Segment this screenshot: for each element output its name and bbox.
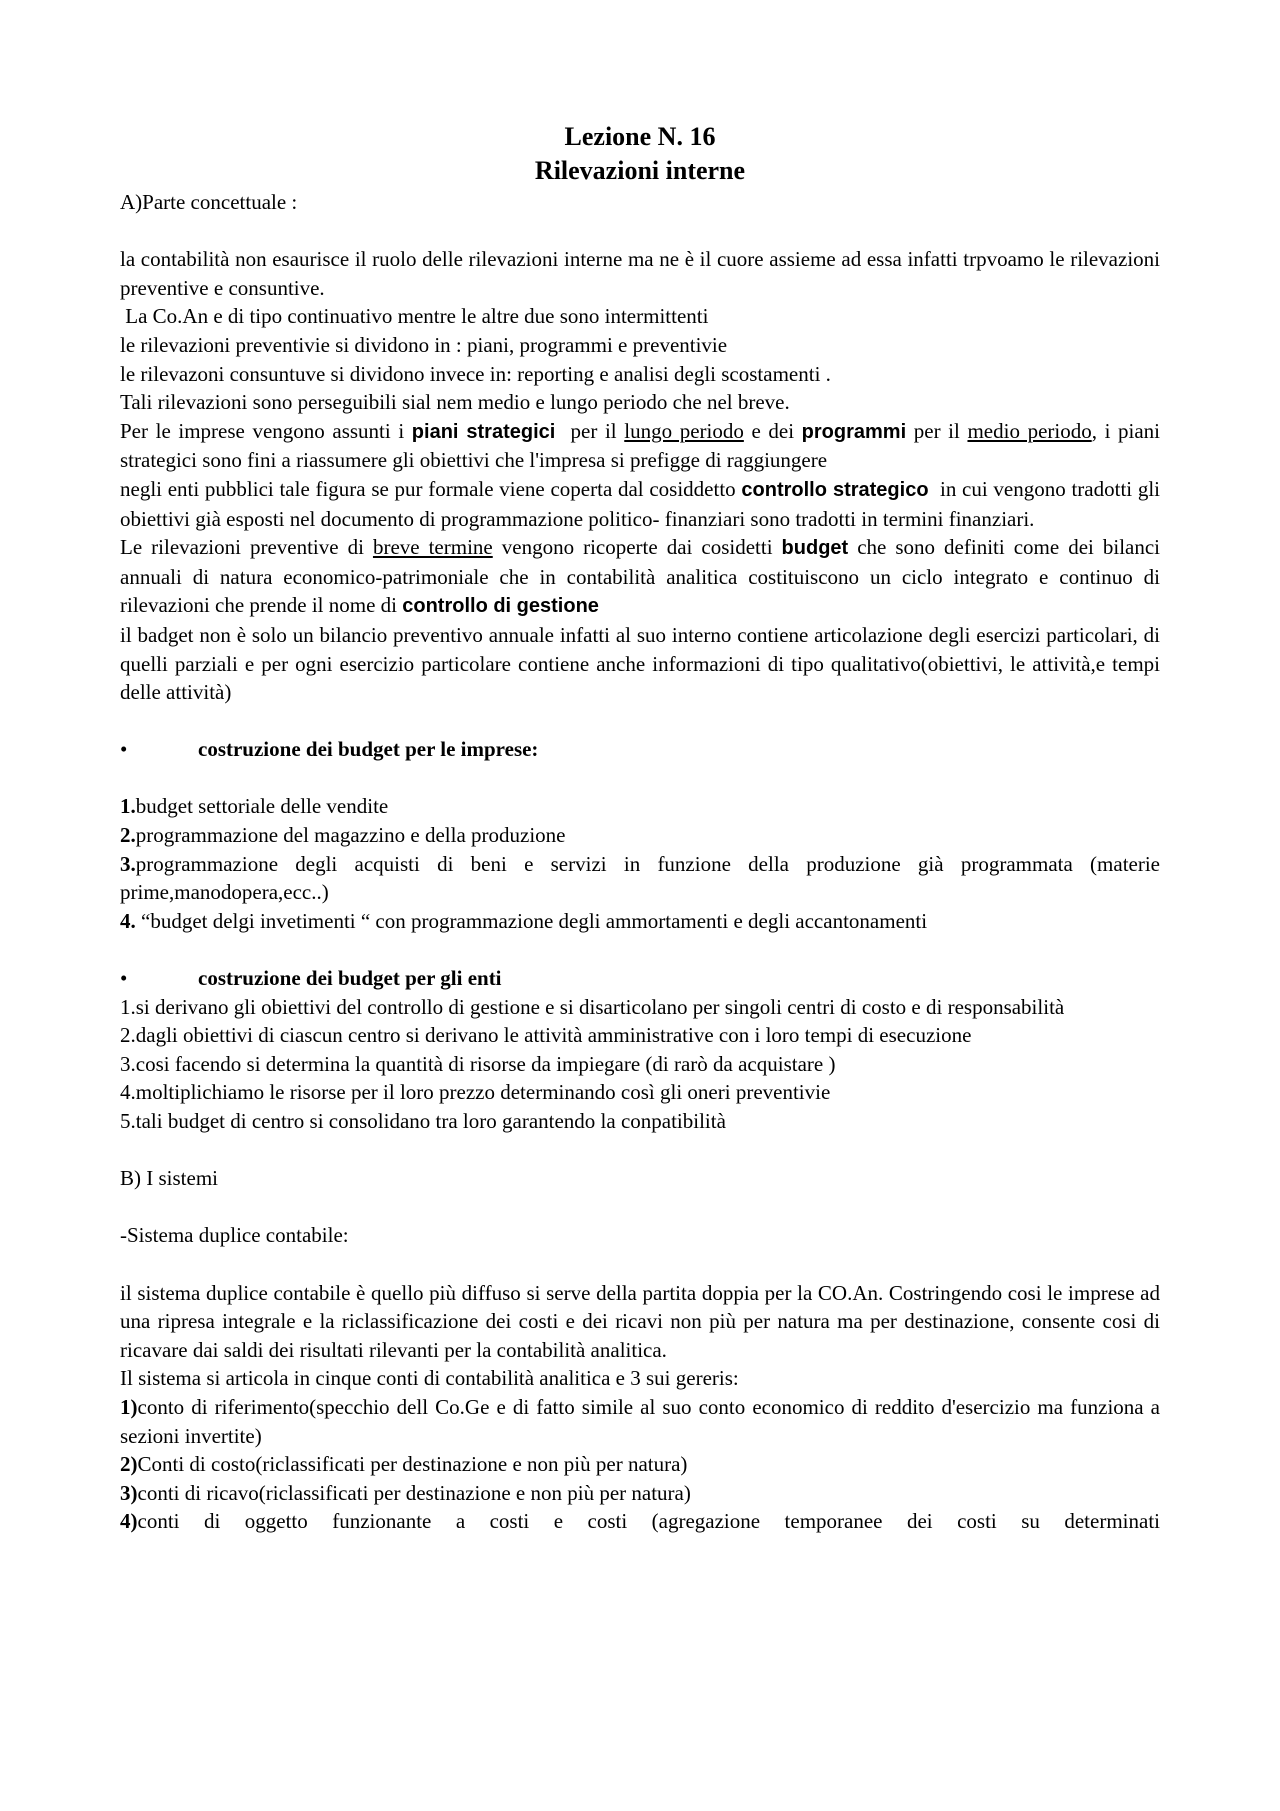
list-text: programmazione del magazzino e della produzione (135, 823, 566, 848)
list-number: 2) (120, 1452, 138, 1477)
list-item: 2.dagli obiettivi di ciascun centro si derivano le attività amministrative con i loro tempi di esecuzione (120, 1023, 972, 1048)
text-run: , i piani strategici sono fini a riassumere gli obiettivi che l'impresa si prefigge di raggiungere (120, 418, 1161, 473)
list-item: 4.moltiplichiamo le risorse per il loro prezzo determinando così gli oneri preventivie (120, 1080, 831, 1105)
list-item (120, 792, 1160, 821)
list-number: 1. (120, 794, 136, 819)
lesson-title: Lezione N. 16 (564, 122, 716, 151)
bold-term: controllo strategico (741, 478, 929, 501)
section-a-heading: A)Parte concettuale : (120, 190, 298, 214)
list-item: 1.si derivano gli obiettivi del controllo di gestione e si disarticolano per singoli centri di costo e di responsabilità (120, 994, 1065, 1019)
list-number: 3. (120, 851, 136, 876)
document-page (120, 120, 1166, 1536)
bold-term: controllo di gestione (402, 595, 599, 618)
list-text: conti di ricavo(riclassificati per destinazione e non più per natura) (137, 1480, 691, 1505)
text-line: Tali rilevazioni sono perseguibili sial nem medio e lungo periodo che nel breve. (120, 390, 790, 415)
list-text: “budget delgi invetimenti “ con programmazione degli ammortamenti e degli accantonamenti (135, 908, 928, 933)
list-text: conti di oggetto funzionante a costi e costi (agregazione temporanee dei costi su determinati (137, 1509, 1160, 1534)
section-b-subheading: -Sistema duplice contabile: (120, 1223, 349, 1248)
text-run: e dei (743, 418, 802, 443)
text-run: Per le imprese vengono assunti i (120, 418, 412, 443)
underlined-term: breve termine (372, 535, 493, 560)
list-text: programmazione degli acquisti di beni e servizi in funzione della produzione già programmata (materie prime,manodopera,ecc..) (120, 851, 1160, 905)
list-item (120, 1507, 1160, 1536)
underlined-term: medio periodo (967, 418, 1092, 443)
paragraph: il sistema duplice contabile è quello più diffuso si serve della partita doppia per la CO.An. Costringendo cosi le imprese ad una ripresa integrale e la riclassificazione dei costi e dei ricavi non più per natura ma per destinazione, consente cosi di ricavare dai saldi dei risultati rilevanti per la contabilità analitica. (120, 1280, 1160, 1362)
lesson-subtitle: Rilevazioni interne (534, 156, 746, 185)
text-run: per il (906, 418, 968, 443)
text-line: le rilevazoni consuntuve si dividono invece in: reporting e analisi degli scostamenti . (120, 361, 831, 386)
text-run: vengono ricoperte dai cosidetti (492, 535, 782, 560)
bullet-icon: • (120, 737, 128, 762)
paragraph-budget (120, 533, 1160, 621)
paragraph-enti (120, 475, 1166, 533)
list-number: 1) (120, 1394, 138, 1419)
list-item (120, 907, 1160, 936)
paragraph: la contabilità non esaurisce il ruolo delle rilevazioni interne ma ne è il cuore assieme ad essa infatti trpvoamo le rilevazioni preventive e consuntive. (120, 247, 1160, 300)
list-item (120, 850, 1160, 907)
bold-term: programmi (801, 420, 907, 443)
bullet-heading-enti (120, 964, 1160, 993)
bullet-icon: • (120, 966, 128, 991)
list-text: budget settoriale delle vendite (135, 794, 389, 819)
list-text: conto di riferimento(specchio dell Co.Ge e di fatto simile al suo conto economico di reddito d'esercizio ma funziona a sezioni invertite) (120, 1394, 1160, 1448)
bullet-heading-text: costruzione dei budget per gli enti (198, 966, 502, 991)
list-item (120, 1479, 1160, 1508)
text-run: in cui vengono tradotti gli obiettivi già esposti nel documento di programmazione politico- finanziari sono tradotti in termini finanziari. (120, 476, 1166, 531)
bullet-heading-text: costruzione dei budget per le imprese: (198, 737, 539, 762)
bold-term: budget (781, 537, 849, 560)
paragraph-budget-2: il badget non è solo un bilancio preventivo annuale infatti al suo interno contiene articolazione degli esercizi particolari, di quelli parziali e per ogni esercizio particolare contiene anche informazioni di tipo qualitativo(obiettivi, le attività,e tempi delle attività) (120, 622, 1160, 705)
list-number: 2. (120, 823, 136, 848)
text-line: le rilevazioni preventivie si dividono in : piani, programmi e preventivie (120, 332, 728, 357)
list-item: 3.cosi facendo si determina la quantità di risorse da impiegare (di rarò da acquistare ) (120, 1051, 836, 1076)
text-line: La Co.An e di tipo continuativo mentre le altre due sono intermittenti (120, 304, 709, 329)
text-run: negli enti pubblici tale figura se pur formale viene coperta dal cosiddetto (120, 476, 742, 501)
bold-term: piani strategici (411, 420, 556, 443)
text-run: Le rilevazioni preventive di (120, 535, 373, 560)
underlined-term: lungo periodo (624, 418, 744, 443)
list-number: 3) (120, 1480, 138, 1505)
list-item: 5.tali budget di centro si consolidano tra loro garantendo la conpatibilità (120, 1109, 726, 1133)
list-text: Conti di costo(riclassificati per destinazione e non più per natura) (137, 1452, 688, 1477)
list-item (120, 1450, 1160, 1479)
list-number: 4) (120, 1509, 138, 1534)
paragraph-imprese (120, 417, 1160, 475)
text-run: per il (555, 418, 625, 443)
list-number: 4. (120, 908, 136, 933)
bullet-heading-imprese (120, 735, 1160, 764)
text-run: che sono definiti come dei bilanci annuali di natura economico-patrimoniale che in contabilità analitica costituiscono un ciclo integrato e continuo di rilevazioni che prende il nome di (120, 535, 1161, 618)
list-item (120, 821, 1160, 850)
section-b-heading: B) I sistemi (120, 1166, 218, 1191)
list-item (120, 1393, 1160, 1450)
text-line: Il sistema si articola in cinque conti di contabilità analitica e 3 sui gereris: (120, 1366, 739, 1391)
